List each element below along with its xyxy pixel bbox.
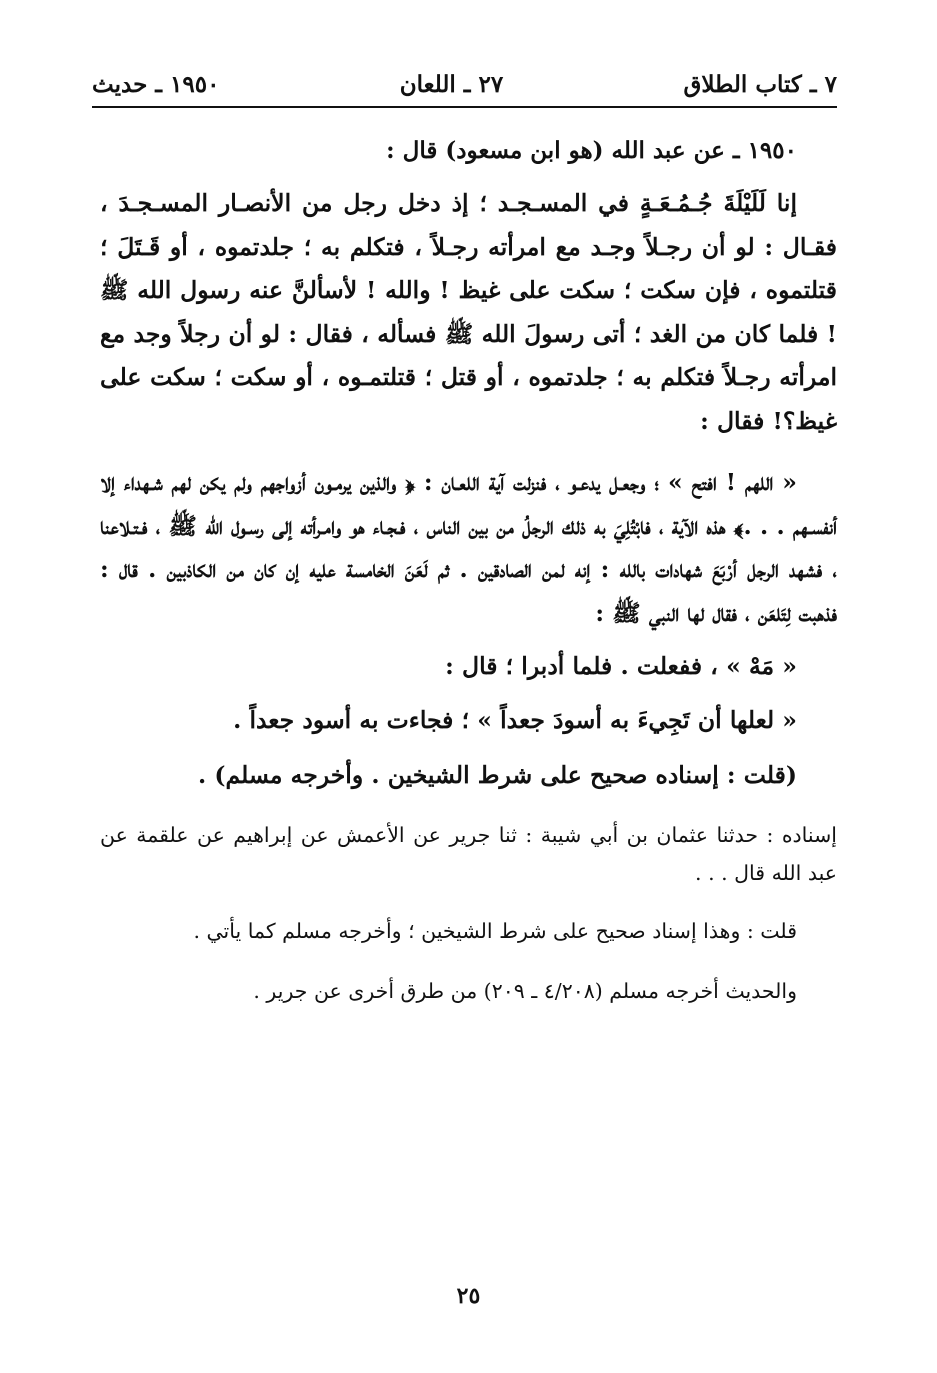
- grading-note: (قلت : إسناده صحيح على شرط الشيخين . وأخرجه مسلم) .: [198, 761, 797, 789]
- header-book-title: ٧ ـ كتاب الطلاق: [683, 70, 837, 98]
- commentary-note-2: والحديث أخرجه مسلم (٤/٢٠٨ ـ ٢٠٩) من طرق أخرى عن جرير .: [253, 978, 797, 1003]
- hadith-line-1: « مَهْ » ، ففعلت . فلما أدبرا ؛ قال :: [445, 652, 797, 680]
- commentary-note-1: قلت : وهذا إسناد صحيح على شرط الشيخين ؛ وأخرجه مسلم كما يأتي .: [193, 918, 797, 943]
- isnad-text: إسناده : حدثنا عثمان بن أبي شيبة : ثنا جرير عن الأعمش عن إبراهيم عن علقمة عن عبد الله قال . . .: [100, 822, 837, 885]
- header-divider: [92, 106, 837, 108]
- header-chapter-title: ٢٧ ـ اللعان: [399, 70, 504, 98]
- hadith-paragraph-1: إنا لَلَيْلَةَ جُـمُـعَـةٍ في المسـجـد ؛ إذ دخل رجل من الأنصـار المسـجـدَ ، فقـال : لو أن رجـلاً وجـد مع امرأته رجـلاً ، فتكلم به ؛ جلدتموه ، أو قَـتَلَ ؛ قتلتموه ، فإن سكت ؛ سكت على غيظ ! والله ! لأسألنَّ عنه رسول الله ﷺ ! فلما كان من الغد ؛ أتى رسولَ الله ﷺ فسأله ، فقال : لو أن رجلاً وجد مع امرأته رجـلاً فتكلم به ؛ جلدتموه ، أو قتل ؛ قتلتمـوه ، أو سكت ؛ سكت على غيظ؟! فقال :: [100, 189, 837, 435]
- page-number: ٢٥: [456, 1283, 481, 1309]
- hadith-line-2: « لعلها أن تَجِيءَ به أسودَ جعداً » ؛ فجاءت به أسود جعداً .: [233, 705, 797, 734]
- hadith-paragraph-2: « اللهم ! افتح » ؛ وجعـل يدعـو ، فنزلت آية اللعـان : ﴿ والذين يرمـون أزواجهم ولم يكن لهم شـهداء إلا أنفسـهم . . .﴾ هذه الآية ، فابْتُلِيَ به ذلك الرجلُ من بين الناس ، فـجـاء هو وامـرأته إلى رسـول الله ﷺ ، فـتـلاعنا ، فشهد الرجل أرْبَعَ شهادات بالله : إنه لمن الصادقين . ثم لَعَنَ الخامسة عليه إن كان من الكاذبين . قال : فذهبت لِتَلعَن ، فقال لها النبي ﷺ :: [100, 468, 837, 627]
- hadith-title: ١٩٥٠ ـ عن عبد الله (هو ابن مسعود) قال :: [386, 137, 797, 164]
- running-header: [92, 66, 837, 102]
- header-hadith-number: ١٩٥٠ ـ حديث: [92, 70, 220, 98]
- page-body: [100, 125, 837, 1010]
